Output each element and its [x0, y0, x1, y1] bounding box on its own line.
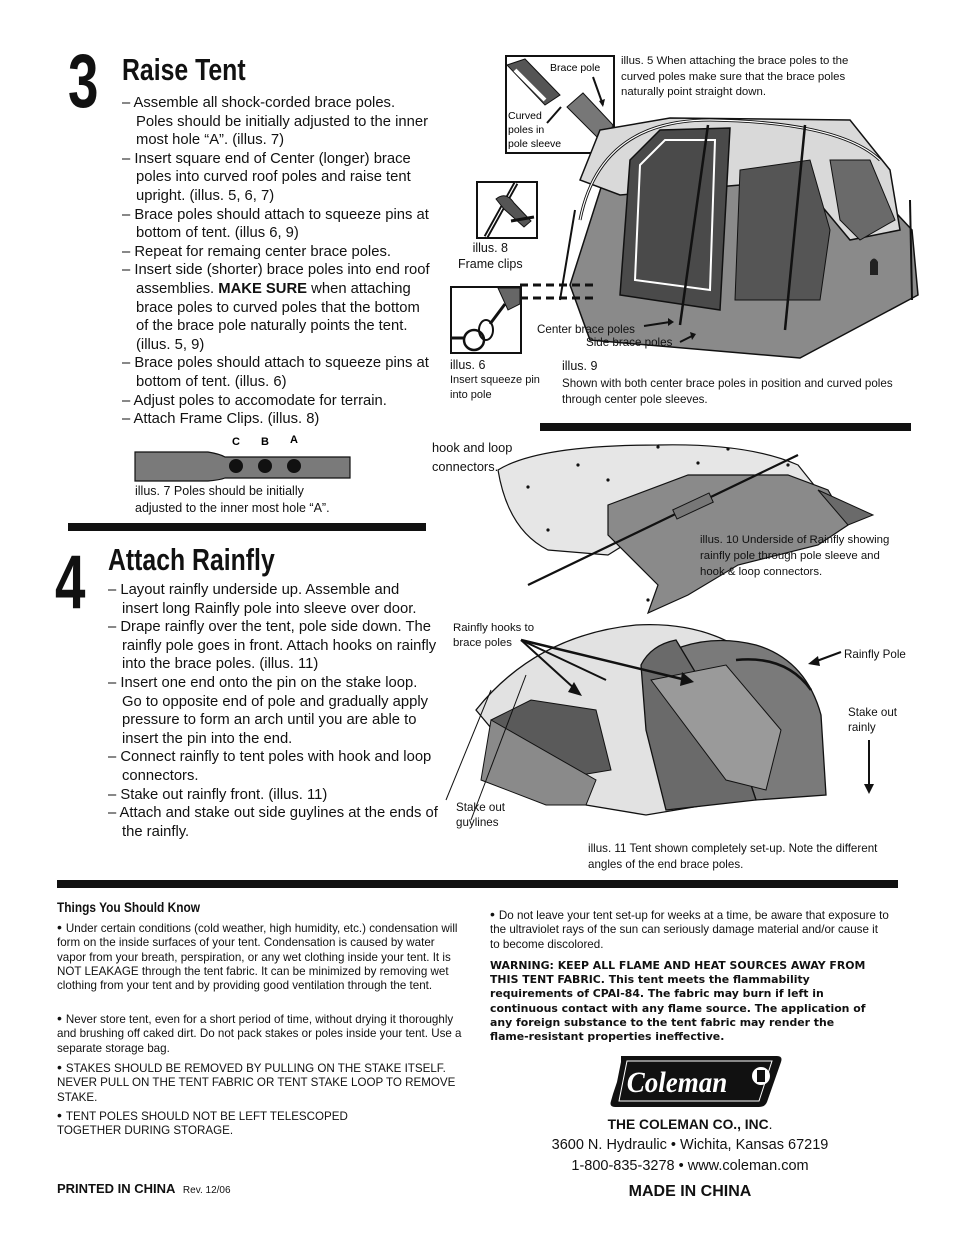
illus-7-pole-diagram — [130, 430, 360, 482]
company-name: THE COLEMAN CO., INC. — [607, 1117, 773, 1132]
things-bullet: • STAKES SHOULD BE REMOVED BY PULLING ON THE STAKE ITSELF. NEVER PULL ON THE TENT FABRIC OR TENT STAKE LOOP TO REMOVE STAKE. — [57, 1059, 456, 1104]
step-3-item: – Adjust poles to accomodate for terrain. — [122, 392, 434, 411]
illus-9-caption: Shown with both center brace poles in position and curved poles through center pole sleeves. — [562, 377, 893, 406]
things-title: Things You Should Know — [57, 899, 201, 915]
step-3-instructions — [122, 94, 434, 429]
center-brace-poles-label: Center brace poles — [537, 323, 635, 336]
step-3-title: Raise Tent — [122, 52, 246, 87]
stake-out-rainfly-label: Stake out rainly — [848, 706, 897, 734]
stake-out-arrow — [862, 740, 876, 796]
illus-8-frame-clip-detail — [476, 181, 538, 239]
company-address: 3600 N. Hydraulic • Wichita, Kansas 67219 — [551, 1137, 829, 1153]
step-4-item: – Layout rainfly underside up. Assemble and insert long Rainfly pole into sleeve over door. — [108, 581, 438, 618]
hole-label-b: B — [261, 436, 269, 448]
step-3-item: – Assemble all shock-corded brace poles. Poles should be initially adjusted to the inner most hole “A”. (illus. 7) — [122, 94, 434, 150]
curved-poles-label: Curved poles in pole sleeve — [508, 110, 562, 150]
step-3-item: – Insert side (shorter) brace poles into end roof assemblies. MAKE SURE when attaching brace poles to curved poles that the bottom of the brace pole naturally points the tent. (illus. 5, 9) — [122, 261, 434, 354]
uv-warning-bullet: • Do not leave your tent set-up for weeks at a time, be aware that exposure to the ultraviolet rays of the sun can seriously damage material and/or cause it to become discolored. — [490, 906, 889, 951]
flame-warning: WARNING: KEEP ALL FLAME AND HEAT SOURCES AWAY FROM THIS TENT FABRIC. This tent meets the flammability requirements of CPAI-84. The fabric may burn if left in continuous contact with any flame source. The application of any foreign substance to the tent fabric may render the flame-resistant properties ineffective. — [490, 959, 866, 1044]
illus-6-caption: illus. 6 Insert squeeze pin into pole — [450, 358, 540, 401]
illus-6-squeeze-pin-detail — [450, 286, 522, 354]
rainfly-hooks-label: Rainfly hooks to brace poles — [453, 622, 535, 649]
company-block — [520, 1114, 860, 1202]
illus-7-caption: illus. 7 Poles should be initially adjusted to the inner most hole “A”. — [135, 484, 330, 515]
step-3-item: – Brace poles should attach to squeeze pins at bottom of tent. (illus 6, 9) — [122, 206, 434, 243]
illus-9-caption-title: illus. 9 — [562, 359, 598, 373]
step-4-item: – Attach and stake out side guylines at the ends of the rainfly. — [108, 804, 438, 841]
things-bullet: • Under certain conditions (cold weather, high humidity, etc.) condensation will form on the inside surfaces of your tent. Condensation is caused by water vapor from your breath, perspiration, or any wet clothing inside your tent. It is NOT LEAKAGE through the tent fabric. It can be minimized by removing wet clothing from your tent and by providing good ventilation through the tent. — [57, 919, 458, 993]
brace-pole-label: Brace pole — [550, 62, 601, 74]
illus-10-rainfly-underside — [488, 435, 888, 615]
step-4-item: – Connect rainfly to tent poles with hook and loop connectors. — [108, 748, 438, 785]
step-4-item: – Drape rainfly over the tent, pole side down. The rainfly pole goes in front. Attach hooks on rainfly into the brace poles. (illus. 11) — [108, 618, 438, 674]
illus-5-caption: illus. 5 When attaching the brace poles to the curved poles make sure that the brace poles naturally point straight down. — [621, 55, 849, 98]
printed-in-china: PRINTED IN CHINA Rev. 12/06 — [57, 1181, 231, 1196]
side-brace-poles-label: Side brace poles — [586, 336, 673, 349]
step-3-item: – Repeat for remaing center brace poles. — [122, 243, 434, 262]
section-divider — [540, 423, 911, 431]
illus-11-caption: illus. 11 Tent shown completely set-up. Note the different angles of the end brace poles. — [588, 842, 878, 871]
illus-10-caption: illus. 10 Underside of Rainfly showing rainfly pole through pole sleeve and hook & loop connectors. — [700, 534, 890, 578]
hole-label-c: C — [232, 436, 240, 448]
step-4-instructions — [108, 581, 438, 841]
step-4-number: 4 — [55, 540, 86, 625]
hook-loop-label: hook and loop connectors. — [432, 440, 513, 474]
made-in-china: MADE IN CHINA — [628, 1183, 752, 1200]
step-3-item: – Attach Frame Clips. (illus. 8) — [122, 410, 434, 429]
step-4-item: – Insert one end onto the pin on the stake loop. Go to opposite end of pole and gradually apply pressure to form an arch until you are able to insert the pin into the end. — [108, 674, 438, 748]
step-4-top-rule — [68, 523, 426, 531]
coleman-logo — [607, 1052, 785, 1110]
make-sure-bold: MAKE SURE — [218, 280, 308, 297]
step-4-title: Attach Rainfly — [108, 542, 275, 577]
bottom-section-rule — [57, 880, 898, 888]
things-bullet: • TENT POLES SHOULD NOT BE LEFT TELESCOPED TOGETHER DURING STORAGE. — [57, 1107, 348, 1138]
stake-out-guylines-label: Stake out guylines — [456, 801, 505, 829]
dashed-leader-lines — [520, 280, 600, 310]
step-3-item: – Brace poles should attach to squeeze pins at bottom of tent. (illus. 6) — [122, 354, 434, 391]
hole-label-a: A — [290, 434, 298, 446]
things-bullet: • Never store tent, even for a short period of time, without drying it thoroughly and brushing off caked dirt. Do not pack stakes or poles inside your tent. Use a separate storage bag. — [57, 1010, 462, 1055]
company-contact: 1-800-835-3278 • www.coleman.com — [571, 1158, 809, 1174]
step-3-number: 3 — [68, 39, 99, 124]
rainfly-pole-label: Rainfly Pole — [844, 648, 906, 661]
logo-text: Coleman — [626, 1066, 728, 1100]
illus-8-caption: illus. 8 Frame clips — [458, 241, 523, 271]
step-4-item: – Stake out rainfly front. (illus. 11) — [108, 786, 438, 805]
step-3-item: – Insert square end of Center (longer) brace poles into curved roof poles and raise tent upright. (illus. 5, 6, 7) — [122, 150, 434, 206]
